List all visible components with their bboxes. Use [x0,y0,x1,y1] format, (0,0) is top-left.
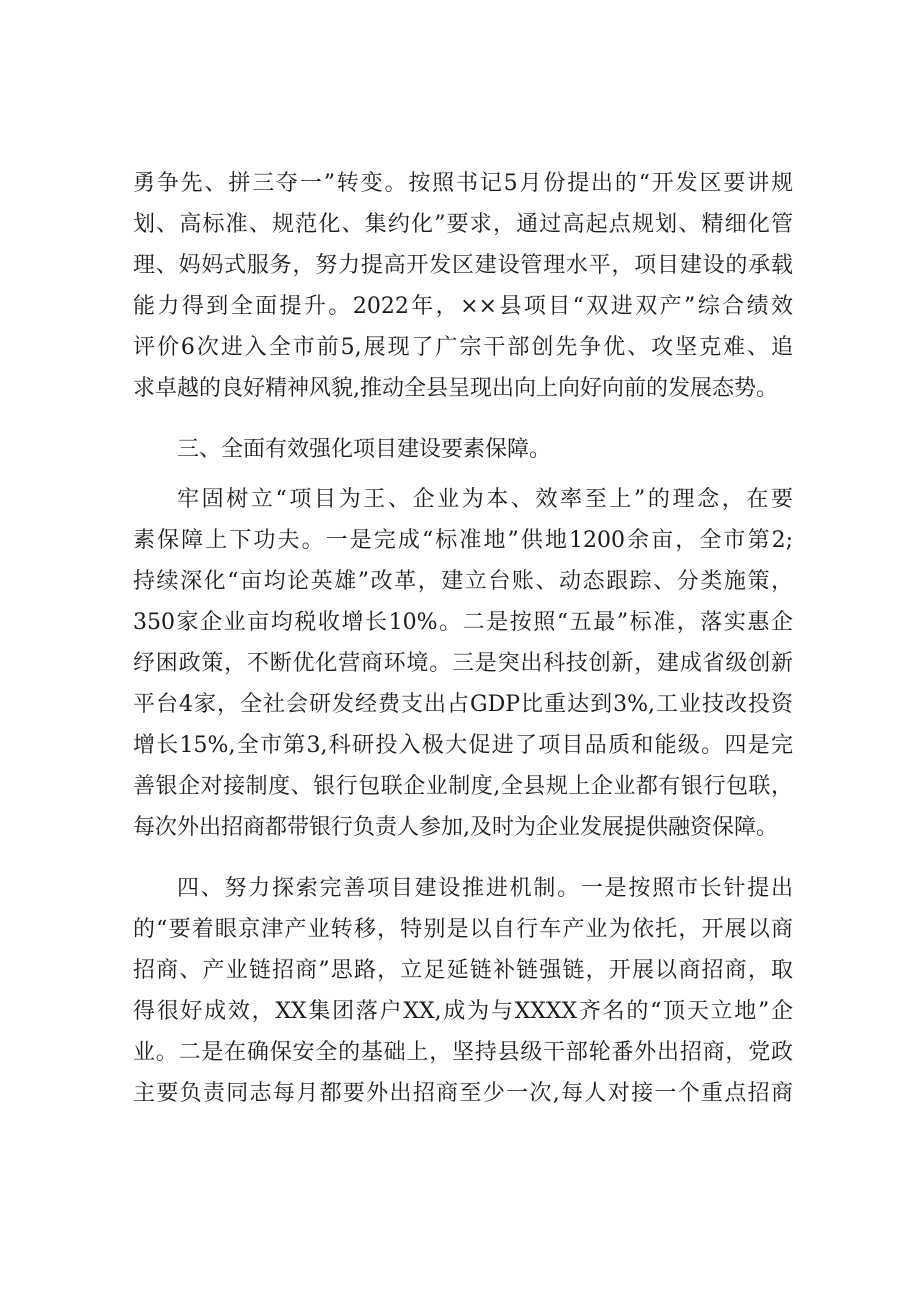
section-heading: 三、全面有效强化项目建设要素保障。 [177,437,552,462]
text-line: 理、妈妈式服务，努力提高开发区建设管理水平，项目建设的承载 [133,253,793,278]
text-line: 纾困政策，不断优化营商环境。三是突出科技创新，建成省级创新 [133,651,793,676]
text-line: 勇争先、拼三夺一”转变。按照书记5月份提出的“开发区要讲规 [133,171,793,196]
text-line: 350家企业亩均税收增长10%。二是按照“五最”标准，落实惠企 [133,610,793,635]
text-line: 四、努力探索完善项目建设推进机制。一是按照市长针提出 [177,876,793,901]
text-line: 招商、产业链招商”思路，立足延链补链强链，开展以商招商，取 [133,958,793,983]
text-line: 得很好成效，XX集团落户XX,成为与XXXX齐名的“顶天立地”企 [133,999,793,1024]
text-line: 持续深化“亩均论英雄”改革，建立台账、动态跟踪、分类施策， [133,569,793,594]
text-line: 能力得到全面提升。2022年，××县项目“双进双产”综合绩效 [133,294,793,319]
text-line: 素保障上下功夫。一是完成“标准地”供地1200余亩，全市第2; [133,528,793,553]
text-line: 业。二是在确保安全的基础上，坚持县级干部轮番外出招商，党政 [133,1040,793,1065]
text-line: 每次外出招商都带银行负责人参加,及时为企业发展提供融资保障。 [133,815,778,840]
text-line: 牢固树立“项目为王、企业为本、效率至上”的理念，在要 [177,487,793,512]
text-line: 善银企对接制度、银行包联企业制度,全县规上企业都有银行包联， [133,774,793,799]
text-line: 求卓越的良好精神风貌,推动全县呈现出向上向好向前的发展态势。 [133,376,778,401]
text-line: 增长15%,全市第3,科研投入极大促进了项目品质和能级。四是完 [133,733,793,758]
text-line: 平台4家，全社会研发经费支出占GDP比重达到3%,工业技改投资 [133,692,793,717]
text-line: 评价6次进入全市前5,展现了广宗干部创先争优、攻坚克难、追 [133,335,793,360]
text-line: 的“要着眼京津产业转移，特别是以自行车产业为依托，开展以商 [133,917,793,942]
text-line: 划、高标准、规范化、集约化”要求，通过高起点规划、精细化管 [133,212,793,237]
text-line: 主要负责同志每月都要外出招商至少一次,每人对接一个重点招商 [133,1081,793,1106]
